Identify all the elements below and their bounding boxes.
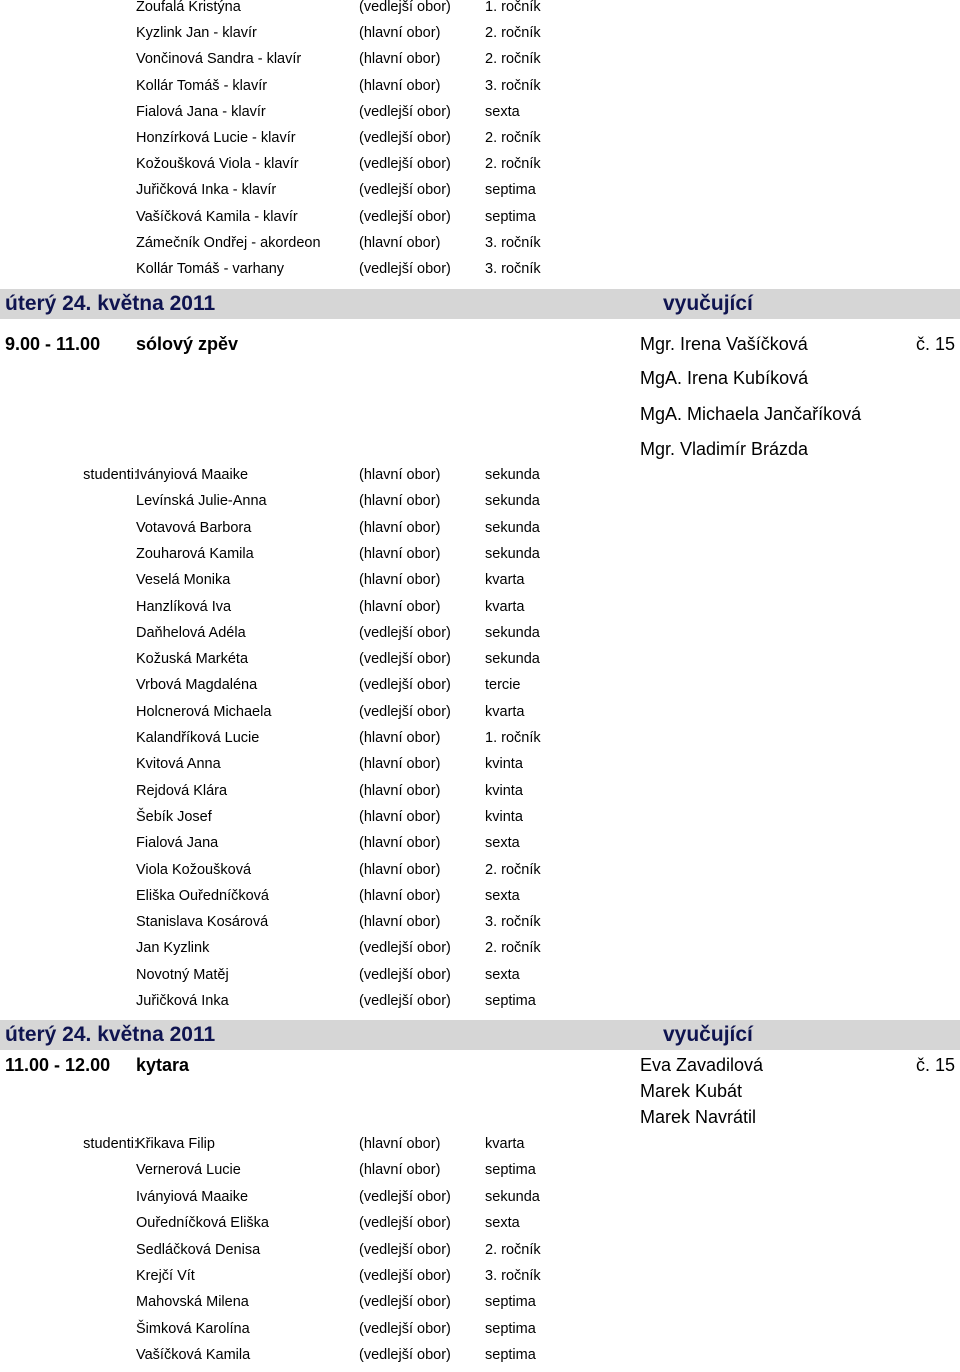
student-name: Zouharová Kamila — [136, 545, 254, 562]
section-date: úterý 24. května 2011 — [5, 1023, 216, 1046]
student-name: Zámečník Ondřej - akordeon — [136, 234, 321, 251]
student-name: Fialová Jana - klavír — [136, 103, 266, 120]
student-field: (hlavní obor) — [359, 1162, 441, 1179]
student-row — [0, 126, 960, 152]
student-year: septima — [485, 1162, 536, 1179]
student-row — [0, 1158, 960, 1184]
student-field: (hlavní obor) — [359, 861, 441, 878]
student-field: (hlavní obor) — [359, 887, 441, 904]
student-name: Eliška Ouředníčková — [136, 887, 269, 904]
lesson-header — [0, 330, 960, 360]
student-name: Ouředníčková Eliška — [136, 1215, 269, 1232]
student-field: (hlavní obor) — [359, 756, 441, 773]
student-row — [0, 726, 960, 752]
student-field: (vedlejší obor) — [359, 1347, 451, 1364]
student-name: Novotný Matěj — [136, 966, 229, 983]
student-year: 3. ročník — [485, 234, 541, 251]
student-field: (vedlejší obor) — [359, 624, 451, 641]
teacher-name: Mgr. Vladimír Brázda — [640, 438, 809, 459]
teacher-name: Mgr. Irena Vašíčková — [640, 334, 808, 354]
student-field: (vedlejší obor) — [359, 103, 451, 120]
student-field: (vedlejší obor) — [359, 130, 451, 146]
teacher-name: Marek Navrátil — [640, 1107, 757, 1127]
student-row — [0, 884, 960, 910]
student-name: Holcnerová Michaela — [136, 703, 272, 720]
section-date: úterý 24. května 2011 — [5, 292, 216, 315]
student-name: Kyzlink Jan - klavír — [136, 25, 257, 42]
student-field: (hlavní obor) — [359, 598, 441, 615]
student-field: (vedlejší obor) — [359, 208, 451, 225]
student-row — [0, 1290, 960, 1316]
student-row — [0, 205, 960, 231]
student-row — [0, 1211, 960, 1237]
student-year: sexta — [485, 103, 520, 120]
student-field: (vedlejší obor) — [359, 0, 451, 15]
student-year: septima — [485, 208, 536, 225]
student-year: tercie — [485, 677, 521, 694]
student-row — [0, 673, 960, 699]
student-field: (vedlejší obor) — [359, 703, 451, 720]
student-row — [0, 542, 960, 568]
student-name: Vrbová Magdaléna — [136, 677, 258, 694]
student-field: (vedlejší obor) — [359, 1188, 451, 1205]
students-label: studenti: — [83, 467, 138, 483]
student-field: (vedlejší obor) — [359, 182, 451, 199]
student-name: Kvitová Anna — [136, 756, 221, 773]
student-row — [0, 1317, 960, 1343]
student-name: Vašíčková Kamila — [136, 1347, 251, 1364]
student-year: kvinta — [485, 782, 523, 799]
lesson-subject: kytara — [136, 1055, 190, 1075]
student-year: sekunda — [485, 651, 540, 668]
student-row — [0, 257, 960, 283]
student-year: kvarta — [485, 572, 525, 589]
student-row — [0, 700, 960, 726]
student-field: (vedlejší obor) — [359, 1241, 451, 1258]
student-year: 2. ročník — [485, 130, 541, 146]
student-name: Kollár Tomáš - klavír — [136, 77, 268, 94]
section-teachers-heading: vyučující — [663, 292, 753, 315]
student-field: (hlavní obor) — [359, 77, 441, 94]
student-field: (vedlejší obor) — [359, 156, 451, 173]
student-year: sekunda — [485, 519, 540, 536]
section-header — [0, 289, 960, 319]
section-teachers-heading: vyučující — [663, 1023, 753, 1046]
student-year: septima — [485, 1347, 536, 1364]
student-year: kvarta — [485, 703, 525, 720]
student-field: (vedlejší obor) — [359, 1215, 451, 1232]
student-year: kvinta — [485, 756, 523, 773]
lesson-header — [0, 1051, 960, 1081]
student-year: 3. ročník — [485, 914, 541, 931]
student-name: Jan Kyzlink — [136, 940, 210, 957]
student-year: 1. ročník — [485, 730, 541, 746]
student-year: septima — [485, 993, 536, 1009]
student-name: Stanislava Kosárová — [136, 914, 269, 931]
student-name: Rejdová Klára — [136, 782, 228, 799]
student-field: (vedlejší obor) — [359, 677, 451, 694]
student-year: 1. ročník — [485, 0, 541, 15]
student-field: (vedlejší obor) — [359, 651, 451, 668]
student-field: (vedlejší obor) — [359, 993, 451, 1009]
student-year: sexta — [485, 966, 520, 983]
student-field: (vedlejší obor) — [359, 966, 451, 983]
student-name: Kožoušková Viola - klavír — [136, 156, 299, 173]
student-field: (hlavní obor) — [359, 782, 441, 799]
student-field: (vedlejší obor) — [359, 261, 451, 277]
student-field: (hlavní obor) — [359, 51, 441, 68]
student-year: sexta — [485, 1215, 520, 1232]
student-year: sekunda — [485, 493, 540, 510]
student-year: 3. ročník — [485, 77, 541, 94]
lesson-time: 9.00 - 11.00 — [5, 334, 101, 354]
student-row — [0, 152, 960, 178]
student-year: kvarta — [485, 1136, 525, 1152]
student-row — [0, 963, 960, 989]
section-header — [0, 1020, 960, 1050]
student-row — [0, 989, 960, 1015]
student-name: Juřičková Inka — [136, 993, 229, 1009]
student-row — [0, 805, 960, 831]
student-row — [0, 1238, 960, 1264]
student-name: Šimková Karolína — [136, 1320, 250, 1337]
student-name: Juřičková Inka - klavír — [136, 182, 277, 199]
student-field: (vedlejší obor) — [359, 1268, 451, 1284]
student-row — [0, 858, 960, 884]
student-year: 2. ročník — [485, 1241, 541, 1258]
student-row — [0, 100, 960, 126]
student-row — [0, 568, 960, 594]
student-year: kvarta — [485, 598, 525, 615]
lesson-room: č. 15 — [915, 334, 955, 354]
student-field: (hlavní obor) — [359, 25, 441, 42]
student-year: sekunda — [485, 467, 540, 483]
student-year: 3. ročník — [485, 261, 541, 277]
student-row — [0, 74, 960, 100]
student-field: (hlavní obor) — [359, 1136, 441, 1152]
student-name: Kožuská Markéta — [136, 651, 249, 668]
student-row — [0, 752, 960, 778]
student-name: Šebík Josef — [136, 808, 212, 825]
teacher-name: Eva Zavadilová — [640, 1055, 764, 1075]
student-row — [0, 779, 960, 805]
student-year: septima — [485, 1320, 536, 1337]
student-name: Fialová Jana — [136, 835, 219, 852]
student-row — [0, 621, 960, 647]
lesson-room: č. 15 — [915, 1055, 955, 1075]
student-name: Iványiová Maaike — [136, 467, 249, 483]
student-year: septima — [485, 1294, 536, 1311]
student-row — [0, 463, 960, 489]
student-row — [0, 1264, 960, 1290]
student-row — [0, 0, 960, 21]
student-year: sekunda — [485, 545, 540, 562]
student-name: Vernerová Lucie — [136, 1162, 241, 1179]
student-field: (vedlejší obor) — [359, 1320, 451, 1337]
student-name: Sedláčková Denisa — [136, 1241, 261, 1258]
student-row — [0, 489, 960, 515]
student-name: Viola Kožoušková — [136, 861, 252, 878]
student-field: (hlavní obor) — [359, 730, 441, 746]
student-name: Krejčí Vít — [136, 1268, 195, 1284]
student-year: 2. ročník — [485, 861, 541, 878]
student-field: (hlavní obor) — [359, 572, 441, 589]
student-name: Zoufalá Kristýna — [136, 0, 241, 15]
student-name: Křikava Filip — [136, 1136, 215, 1152]
student-year: kvinta — [485, 808, 523, 825]
student-name: Kalandříková Lucie — [136, 730, 260, 746]
student-row — [0, 595, 960, 621]
student-row — [0, 516, 960, 542]
student-row — [0, 831, 960, 857]
lesson-time: 11.00 - 12.00 — [5, 1055, 111, 1075]
student-field: (hlavní obor) — [359, 835, 441, 852]
student-field: (hlavní obor) — [359, 493, 441, 510]
teacher-name: MgA. Irena Kubíková — [640, 368, 809, 389]
student-name: Kollár Tomáš - varhany — [136, 261, 285, 277]
student-year: 3. ročník — [485, 1268, 541, 1284]
student-row — [0, 231, 960, 257]
student-name: Mahovská Milena — [136, 1294, 249, 1311]
students-label: studenti: — [83, 1136, 138, 1152]
student-row — [0, 910, 960, 936]
student-name: Vašíčková Kamila - klavír — [136, 208, 298, 225]
student-row — [0, 1132, 960, 1158]
student-name: Iványiová Maaike — [136, 1188, 249, 1205]
student-year: sexta — [485, 887, 520, 904]
student-year: 2. ročník — [485, 51, 541, 68]
student-name: Daňhelová Adéla — [136, 624, 246, 641]
student-field: (hlavní obor) — [359, 234, 441, 251]
teacher-name: MgA. Michaela Jančaříková — [640, 403, 862, 424]
student-year: septima — [485, 182, 536, 199]
student-row — [0, 21, 960, 47]
student-field: (hlavní obor) — [359, 467, 441, 483]
student-row — [0, 1185, 960, 1211]
student-name: Vončinová Sandra - klavír — [136, 51, 302, 68]
student-year: sekunda — [485, 1188, 540, 1205]
student-name: Votavová Barbora — [136, 519, 252, 536]
student-year: 2. ročník — [485, 940, 541, 957]
student-field: (hlavní obor) — [359, 914, 441, 931]
lesson-subject: sólový zpěv — [136, 334, 239, 354]
student-row — [0, 178, 960, 204]
student-field: (hlavní obor) — [359, 545, 441, 562]
student-field: (hlavní obor) — [359, 808, 441, 825]
student-row — [0, 1343, 960, 1369]
student-row — [0, 647, 960, 673]
student-year: 2. ročník — [485, 25, 541, 42]
student-year: sekunda — [485, 624, 540, 641]
student-year: 2. ročník — [485, 156, 541, 173]
student-row — [0, 47, 960, 73]
student-field: (vedlejší obor) — [359, 940, 451, 957]
student-name: Levínská Julie-Anna — [136, 493, 267, 510]
student-name: Honzírková Lucie - klavír — [136, 130, 296, 146]
student-name: Hanzlíková Iva — [136, 598, 232, 615]
student-field: (vedlejší obor) — [359, 1294, 451, 1311]
student-year: sexta — [485, 835, 520, 852]
student-name: Veselá Monika — [136, 572, 231, 589]
student-field: (hlavní obor) — [359, 519, 441, 536]
student-row — [0, 936, 960, 962]
teacher-name: Marek Kubát — [640, 1080, 743, 1101]
